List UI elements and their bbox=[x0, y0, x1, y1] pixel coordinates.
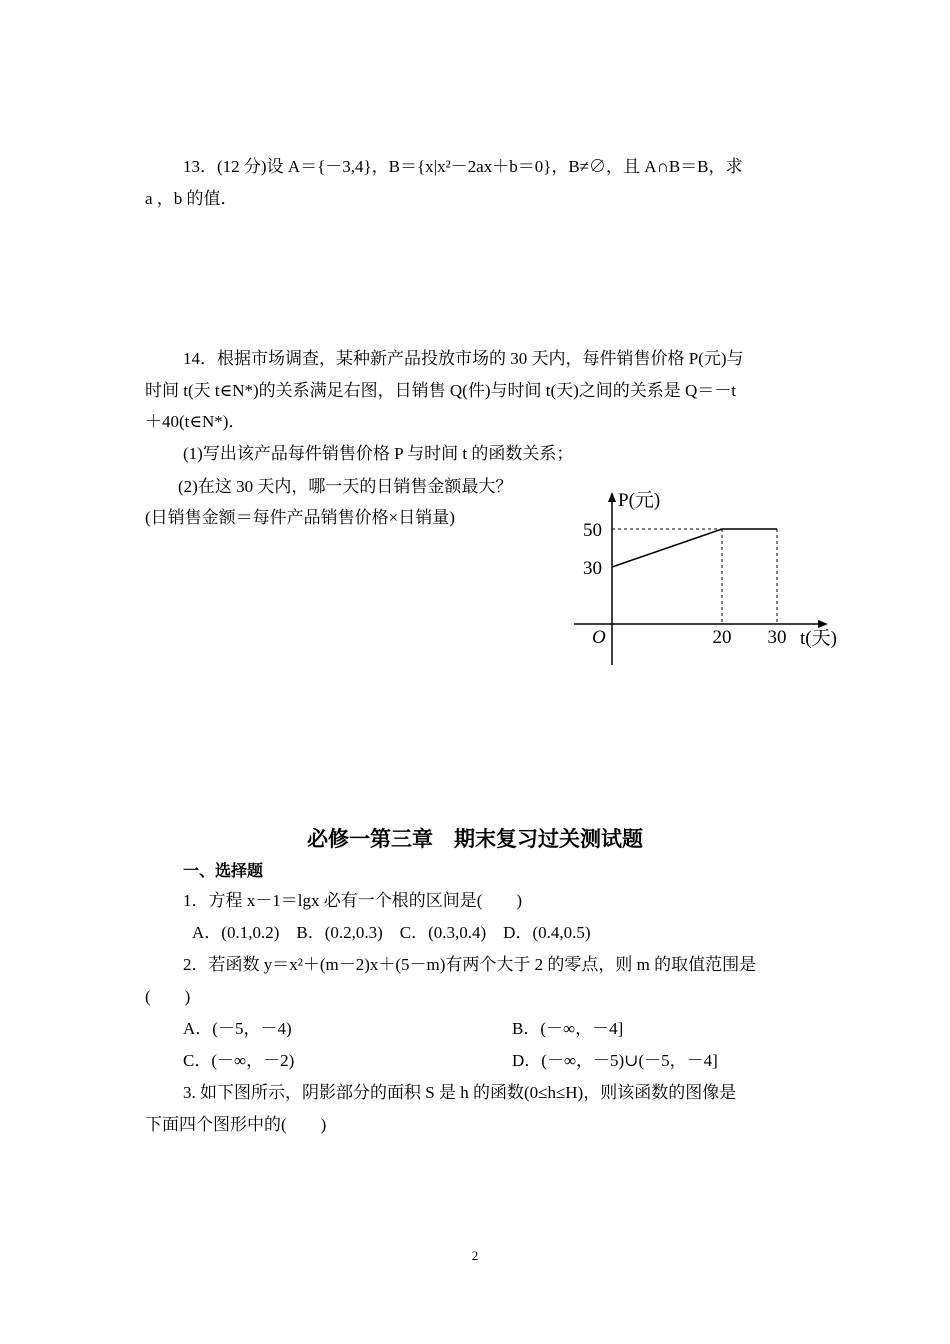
x-axis-label: t(天) bbox=[800, 628, 837, 649]
y-tick-label-30: 30 bbox=[583, 558, 602, 579]
q1-options: A．(0.1,0.2) B．(0.2,0.3) C．(0.3,0.4) D．(0.4,0.5) bbox=[192, 923, 591, 942]
problem13-line1: 13．(12 分)设 A＝{－3,4}，B＝{x|x²－2ax＋b＝0}，B≠∅，且 A∩B＝B，求 bbox=[183, 157, 743, 176]
problem14-note: (日销售金额＝每件产品销售价格×日销量) bbox=[145, 508, 455, 527]
problem14-line2: 时间 t(天 t∈N*)的关系满足右图，日销售 Q(件)与时间 t(天)之间的关系是 Q＝－t bbox=[145, 381, 737, 400]
q2-option-b: B．(－∞，－4] bbox=[512, 1019, 624, 1038]
page-number: 2 bbox=[471, 1248, 479, 1263]
x-tick-label-20: 20 bbox=[712, 627, 732, 648]
y-tick-label-50: 50 bbox=[583, 520, 602, 541]
problem14-line3: ＋40(t∈N*)． bbox=[145, 412, 246, 431]
price-series-line bbox=[612, 529, 777, 567]
problem14-q2: (2)在这 30 天内，哪一天的日销售金额最大？ bbox=[178, 477, 513, 496]
q2-stem: 2．若函数 y＝x²＋(m－2)x＋(5－m)有两个大于 2 的零点，则 m 的取值范围是 bbox=[183, 955, 757, 974]
chapter-title: 必修一第三章 期末复习过关测试题 bbox=[307, 827, 643, 851]
q2-stem-cont: ( ) bbox=[145, 987, 191, 1006]
q1-stem: 1．方程 x－1＝lgx 必有一个根的区间是( ) bbox=[183, 891, 523, 910]
x-axis-arrow bbox=[818, 620, 828, 628]
origin-label: O bbox=[592, 627, 606, 648]
q2-option-a: A．(－5，－4) bbox=[183, 1019, 292, 1038]
q3-stem-cont: 下面四个图形中的( ) bbox=[145, 1115, 327, 1134]
q2-option-c: C．(－∞，－2) bbox=[183, 1051, 295, 1070]
problem14-q1: (1)写出该产品每件销售价格 P 与时间 t 的函数关系； bbox=[183, 444, 574, 463]
section-heading: 一、选择题 bbox=[183, 861, 264, 880]
price-time-chart bbox=[560, 480, 860, 670]
problem14-line1: 14．根据市场调查，某种新产品投放市场的 30 天内，每件销售价格 P(元)与 bbox=[183, 349, 744, 368]
x-tick-label-30: 30 bbox=[767, 627, 787, 648]
q3-stem: 3. 如下图所示，阴影部分的面积 S 是 h 的函数(0≤h≤H)，则该函数的图像是 bbox=[183, 1083, 737, 1102]
y-axis-label: P(元) bbox=[618, 490, 661, 511]
problem13-line2: a ，b 的值． bbox=[145, 189, 238, 208]
y-axis-arrow bbox=[608, 492, 616, 502]
q2-option-d: D．(－∞，－5)∪(－5，－4] bbox=[512, 1051, 718, 1070]
